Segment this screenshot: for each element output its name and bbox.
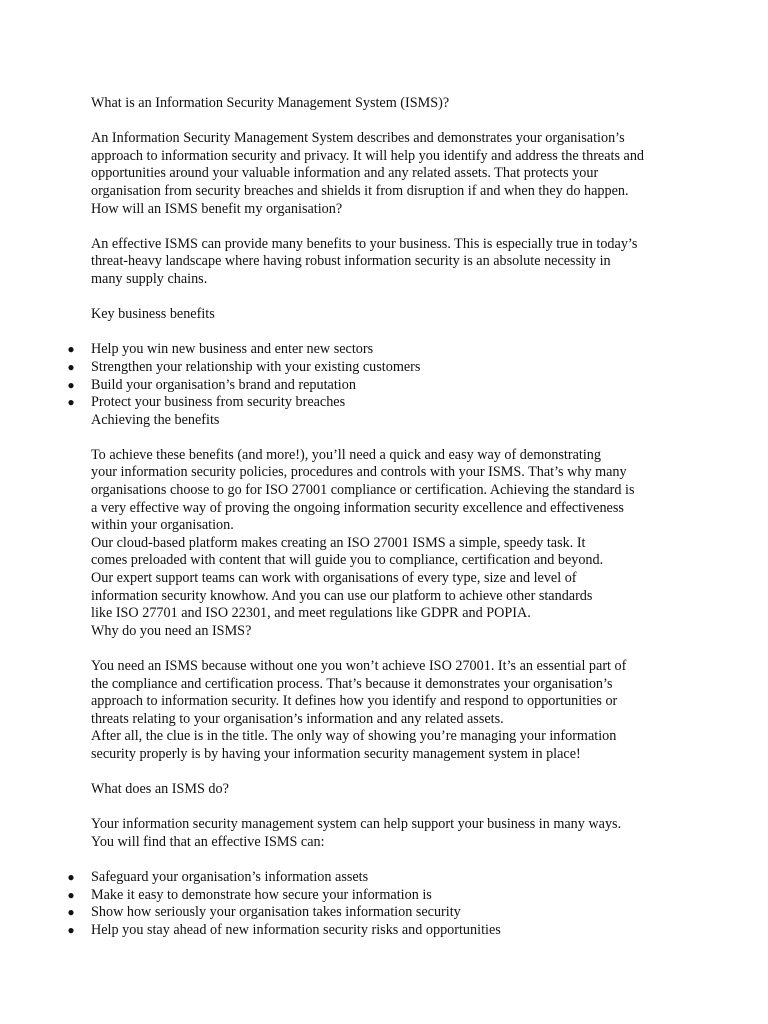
achieving-paragraph [91,447,691,641]
list-item [67,869,691,887]
bullet-icon: ● [67,359,75,374]
list-item [67,394,691,412]
spacer [91,289,691,307]
text-line: Our expert support teams can work with organisations of every type, size and level of [91,570,577,587]
title-line: What is an Information Security Management System (ISMS)? [91,95,450,111]
does-list [67,869,691,939]
bullet-icon: ● [67,922,75,937]
text-line: within your organisation. [91,517,234,534]
list-item-text: Safeguard your organisation’s information assets [91,869,369,886]
text-line: threats relating to your organisation’s information and any related assets. [91,710,504,727]
key-benefits-list [67,341,691,411]
list-item-text: Make it easy to demonstrate how secure your information is [91,886,432,903]
text-line: To achieve these benefits (and more!), you’ll need a quick and easy way of demonstrating [91,446,601,463]
list-item-text: Strengthen your relationship with your existing customers [91,358,421,375]
text-line: opportunities around your valuable information and any related assets. That protects your [91,165,599,182]
text-line: information security knowhow. And you can use our platform to achieve other standards [91,587,593,604]
does-heading: What does an ISMS do? [91,781,229,798]
spacer [91,764,691,782]
text-line: Your information security management system can help support your business in many ways. [91,816,622,833]
text-line: security properly is by having your information security management system in place! [91,745,581,762]
list-item [67,904,691,922]
intro-paragraph [91,130,691,218]
text-line: Our cloud-based platform makes creating an ISO 27001 ISMS a simple, speedy task. It [91,534,586,551]
bullet-icon: ● [67,395,75,410]
bullet-icon: ● [67,870,75,885]
list-item [67,341,691,359]
text-line: a very effective way of proving the ongoing information security excellence and effectiveness [91,499,624,516]
text-line: the compliance and certification process. That’s because it demonstrates your organisation’s [91,675,613,692]
text-line: approach to information security and privacy. It will help you identify and address the threats and [91,147,645,164]
text-line: comes preloaded with content that will guide you to compliance, certification and beyond. [91,552,604,569]
list-item [67,358,691,377]
text-line: organisation from security breaches and shields it from disruption if and when they do happen. [91,182,629,199]
section-heading-benefit: How will an ISMS benefit my organisation? [91,200,343,217]
bullet-icon: ● [67,377,75,392]
achieving-heading: Achieving the benefits [91,411,220,428]
spacer [91,324,691,342]
list-item [67,886,691,905]
text-line: organisations choose to go for ISO 27001 compliance or certification. Achieving the standard is [91,482,635,499]
text-line: approach to information security. It defines how you identify and respond to opportunities or [91,693,618,710]
document-title [91,95,691,113]
section-heading-why: Why do you need an ISMS? [91,622,252,639]
spacer [91,852,691,870]
spacer [91,640,691,658]
benefit-paragraph [91,236,691,289]
key-benefits-heading: Key business benefits [91,306,215,323]
text-line: your information security policies, procedures and controls with your ISMS. That’s why many [91,464,627,481]
text-line: An effective ISMS can provide many benefits to your business. This is especially true in today’s [91,235,638,252]
list-item-text: Help you win new business and enter new sectors [91,341,374,358]
text-line: many supply chains. [91,270,208,287]
text-line: like ISO 27701 and ISO 22301, and meet regulations like GDPR and POPIA. [91,605,531,622]
list-item [67,376,691,395]
text-line: You will find that an effective ISMS can: [91,833,325,850]
list-item-text: Help you stay ahead of new information security risks and opportunities [91,921,501,938]
list-item-text: Show how seriously your organisation takes information security [91,904,461,921]
bullet-icon: ● [67,342,75,357]
list-item [67,921,691,940]
document-page [67,95,691,940]
spacer [91,799,691,817]
text-line: You need an ISMS because without one you won’t achieve ISO 27001. It’s an essential part of [91,658,627,674]
list-item-text: Protect your business from security breaches [91,394,346,411]
need-paragraph [91,658,691,764]
does-paragraph [91,816,691,851]
bullet-icon: ● [67,905,75,920]
spacer [91,429,691,447]
text-line: An Information Security Management System describes and demonstrates your organisation’s [91,130,625,147]
text-line: threat-heavy landscape where having robust information security is an absolute necessity in [91,253,611,270]
list-item-text: Build your organisation’s brand and reputation [91,376,356,393]
spacer [91,113,691,131]
spacer [91,218,691,236]
bullet-icon: ● [67,887,75,902]
text-line: After all, the clue is in the title. The only way of showing you’re managing your information [91,728,617,745]
